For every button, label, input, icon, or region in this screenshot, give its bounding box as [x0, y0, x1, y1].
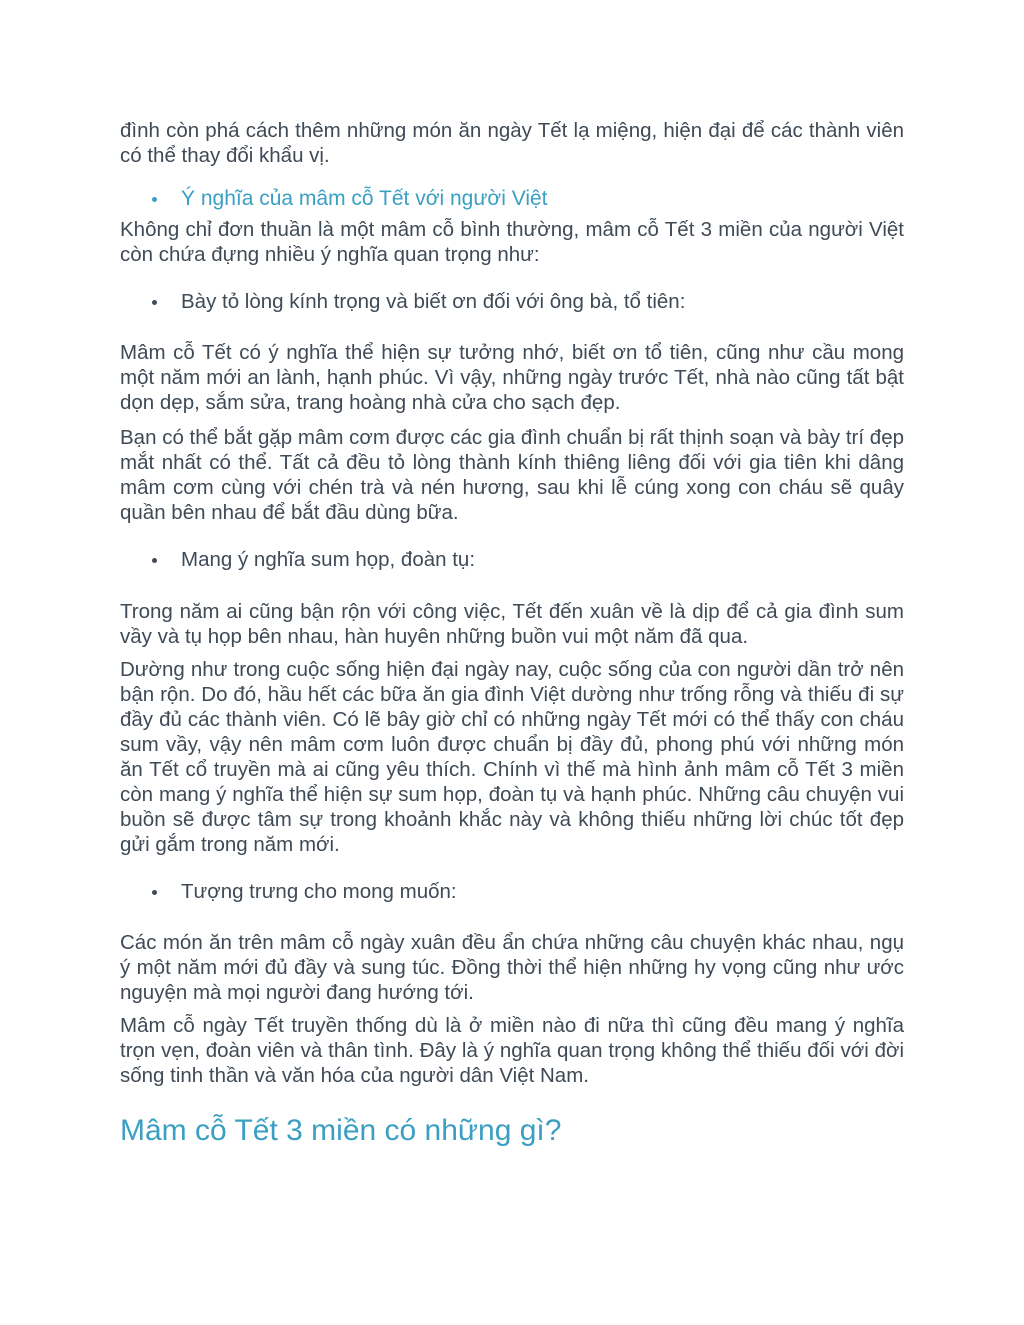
bullet-reunion [120, 547, 904, 572]
bullet-text: Mang ý nghĩa sum họp, đoàn tụ: [181, 548, 476, 571]
bullet-icon [152, 890, 157, 895]
paragraph-respect-2: Bạn có thể bắt gặp mâm cơm được các gia đình chuẩn bị rất thịnh soạn và bày trí đẹp mắt nhất có thể. Tất cả đều tỏ lòng thành kính thiêng liêng đối với gia tiên khi dâng mâm cơm cùng với chén trà và nén hương, sau khi lễ cúng xong con cháu sẽ quây quần bên nhau để bắt đầu dùng bữa. [120, 426, 904, 524]
bullet-icon [152, 558, 157, 563]
bullet-text: Bày tỏ lòng kính trọng và biết ơn đối với ông bà, tổ tiên: [181, 290, 686, 313]
bullet-respect [120, 289, 904, 314]
paragraph-reunion-1: Trong năm ai cũng bận rộn với công việc, Tết đến xuân về là dịp để cả gia đình sum vầy và tụ họp bên nhau, hàn huyên những buồn vui một năm đã qua. [120, 600, 904, 648]
paragraph-meaning-intro: Không chỉ đơn thuần là một mâm cỗ bình thường, mâm cỗ Tết 3 miền của người Việt còn chứa đựng nhiều ý nghĩa quan trọng như: [120, 218, 904, 266]
document-page [120, 118, 904, 1149]
subheading-meaning [120, 186, 904, 211]
bullet-text: Tượng trưng cho mong muốn: [181, 880, 457, 903]
paragraph-intro-continuation: đình còn phá cách thêm những món ăn ngày Tết lạ miệng, hiện đại để các thành viên có thể thay đổi khẩu vị. [120, 119, 904, 167]
bullet-wishes [120, 879, 904, 904]
paragraph-wishes-1: Các món ăn trên mâm cỗ ngày xuân đều ẩn chứa những câu chuyện khác nhau, ngụ ý một năm mới đủ đầy và sung túc. Đồng thời thể hiện những hy vọng cũng như ước nguyện mà mọi người đang hướng tới. [120, 931, 904, 1004]
paragraph-reunion-2: Dường như trong cuộc sống hiện đại ngày nay, cuộc sống của con người dần trở nên bận rộn. Do đó, hầu hết các bữa ăn gia đình Việt dường như trống rỗng và thiếu đi sự đầy đủ các thành viên. Có lẽ bây giờ chỉ có những ngày Tết mới có thể thấy con cháu sum vầy, vậy nên mâm cơm luôn được chuẩn bị đầy đủ, phong phú với những món ăn Tết cổ truyền mà ai cũng yêu thích. Chính vì thế mà hình ảnh mâm cỗ Tết 3 miền còn mang ý nghĩa thể hiện sự sum họp, đoàn tụ và hạnh phúc. Những câu chuyện vui buồn sẽ được tâm sự trong khoảnh khắc này và không thiếu những lời chúc tốt đẹp gửi gắm trong năm mới. [120, 658, 904, 856]
bullet-icon [152, 197, 157, 202]
section-heading: Mâm cỗ Tết 3 miền có những gì? [120, 1114, 562, 1147]
paragraph-respect-1: Mâm cỗ Tết có ý nghĩa thể hiện sự tưởng nhớ, biết ơn tổ tiên, cũng như cầu mong một năm mới an lành, hạnh phúc. Vì vậy, những ngày trước Tết, nhà nào cũng tất bật dọn dẹp, sắm sửa, trang hoàng nhà cửa cho sạch đẹp. [120, 341, 904, 414]
subheading-text: Ý nghĩa của mâm cỗ Tết với người Việt [181, 187, 548, 210]
bullet-icon [152, 300, 157, 305]
paragraph-wishes-2: Mâm cỗ ngày Tết truyền thống dù là ở miền nào đi nữa thì cũng đều mang ý nghĩa trọn vẹn, đoàn viên và thân tình. Đây là ý nghĩa quan trọng không thể thiếu đối với đời sống tinh thần và văn hóa của người dân Việt Nam. [120, 1014, 904, 1087]
